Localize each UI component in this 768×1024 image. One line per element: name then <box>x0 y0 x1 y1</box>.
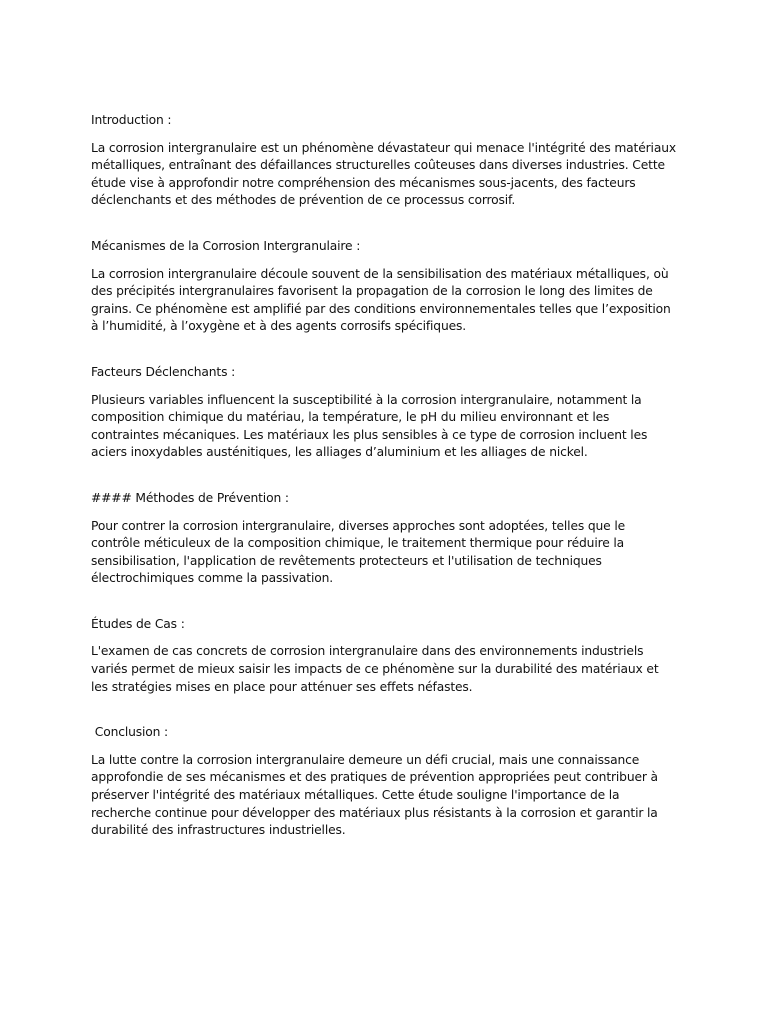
section-introduction <box>91 112 677 210</box>
section-heading: Études de Cas : <box>91 616 185 631</box>
section-heading: Facteurs Déclenchants : <box>91 364 236 379</box>
section-heading: Conclusion : <box>91 725 169 740</box>
section-heading: Introduction : <box>91 113 172 127</box>
section-paragraph: Pour contrer la corrosion intergranulaire, diverses approches sont adoptées, telles que le contrôle méticuleux de la composition chimique, le traitement thermique pour réduire la sensibilisation, l'application de revêtements protecteurs et l'utilisation de techniques électrochimiques comme la passivation. <box>91 518 626 586</box>
section-heading: #### Méthodes de Prévention : <box>91 490 289 505</box>
section-paragraph: La corrosion intergranulaire est un phénomène dévastateur qui menace l'intégrité des matériaux métalliques, entraînant des défaillances structurelles coûteuses dans diverses industries. Cette étude vise à approfondir notre compréhension des mécanismes sous-jacents, des facteurs déclenchants et des méthodes de prévention de ce processus corrosif. <box>91 140 676 208</box>
section-paragraph: L'examen de cas concrets de corrosion intergranulaire dans des environnements industriels variés permet de mieux saisir les impacts de ce phénomène sur la durabilité des matériaux et les stratégies mises en place pour atténuer ses effets néfastes. <box>91 644 659 694</box>
section-etudes-de-cas <box>91 616 677 696</box>
document-content <box>91 112 677 840</box>
section-prevention <box>91 490 677 588</box>
section-paragraph: La corrosion intergranulaire découle souvent de la sensibilisation des matériaux métalliques, où des précipités intergranulaires favorisent la propagation de la corrosion le long des limites de grains. Ce phénomène est amplifié par des conditions environnementales telles que l’exposition à l’humidité, à l’oxygène et à des agents corrosifs spécifiques. <box>91 266 671 334</box>
section-paragraph: Plusieurs variables influencent la susceptibilité à la corrosion intergranulaire, notamment la composition chimique du matériau, la température, le pH du milieu environnant et les contraintes mécaniques. Les matériaux les plus sensibles à ce type de corrosion incluent les aciers inoxydables austénitiques, les alliages d’aluminium et les alliages de nickel. <box>91 392 648 460</box>
section-conclusion <box>91 724 677 840</box>
section-paragraph: La lutte contre la corrosion intergranulaire demeure un défi crucial, mais une connaissance approfondie de ses mécanismes et des pratiques de prévention appropriées peut contribuer à préserver l'intégrité des matériaux métalliques. Cette étude souligne l'importance de la recherche continue pour développer des matériaux plus résistants à la corrosion et garantir la durabilité des infrastructures industrielles. <box>91 752 658 838</box>
section-heading: Mécanismes de la Corrosion Intergranulaire : <box>91 238 361 253</box>
section-mecanismes <box>91 238 677 336</box>
section-facteurs <box>91 364 677 462</box>
